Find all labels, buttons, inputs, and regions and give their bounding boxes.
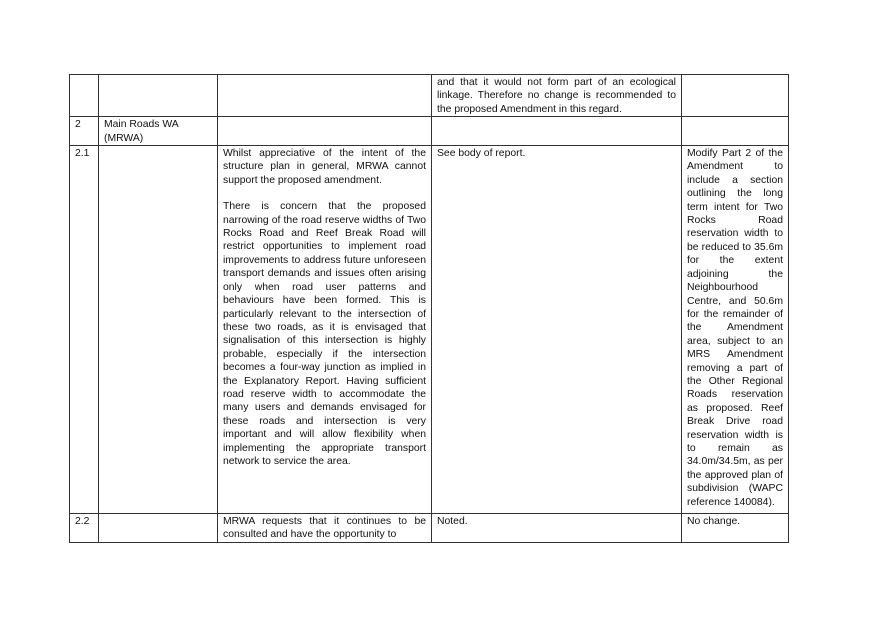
- issue-paragraph: There is concern that the proposed narrowing of the road reserve widths of Two Rocks Road and Reef Break Road will restrict opportunities to implement road improvements to address future unforeseen transport demands and issues often arising only when road user patterns and behaviours have been formed. This is particularly relevant to the intersection of these two roads, as it is envisaged that signalisation of this intersection is highly probable, especially if the intersection becomes a four-way junction as implied in the Explanatory Report. Having sufficient road reserve width to accommodate the many users and demands envisaged for these roads and intersection is very important and will allow flexibility when implementing the appropriate transport network to service the area.: [223, 201, 426, 467]
- cell-issue: [218, 117, 432, 146]
- table-row: [70, 514, 789, 543]
- issue-paragraph: Whilst appreciative of the intent of the structure plan in general, MRWA cannot support the proposed amendment.: [223, 148, 426, 186]
- issue-paragraph: MRWA requests that it continues to be consulted and have the opportunity to: [223, 516, 426, 541]
- cell-no: [70, 75, 99, 117]
- cell-no: 2: [70, 117, 99, 146]
- cell-issue: [218, 514, 432, 543]
- cell-response: Noted.: [432, 514, 682, 543]
- cell-no: 2.1: [70, 146, 99, 514]
- cell-response: [432, 117, 682, 146]
- cell-issue: [218, 146, 432, 514]
- submissions-table: [69, 74, 789, 543]
- cell-issue: [218, 75, 432, 117]
- cell-recommendation: No change.: [682, 514, 789, 543]
- cell-response: See body of report.: [432, 146, 682, 514]
- cell-submitter: [99, 514, 218, 543]
- table-row: [70, 146, 789, 514]
- table-row: [70, 75, 789, 117]
- cell-response: and that it would not form part of an ecological linkage. Therefore no change is recommended to the proposed Amendment in this regard.: [432, 75, 682, 117]
- cell-recommendation: [682, 117, 789, 146]
- table-row: [70, 117, 789, 146]
- cell-submitter: Main Roads WA (MRWA): [99, 117, 218, 146]
- cell-submitter: [99, 75, 218, 117]
- cell-submitter: [99, 146, 218, 514]
- cell-recommendation: Modify Part 2 of the Amendment to include a section outlining the long term intent for Two Rocks Road reservation width to be reduced to 35.6m for the extent adjoining the Neighbourhood Centre, and 50.6m for the remainder of the Amendment area, subject to an MRS Amendment removing a part of the Other Regional Roads reservation as proposed. Reef Break Drive road reservation width is to remain as 34.0m/34.5m, as per the approved plan of subdivision (WAPC reference 140084).: [682, 146, 789, 514]
- cell-recommendation: [682, 75, 789, 117]
- cell-no: 2.2: [70, 514, 99, 543]
